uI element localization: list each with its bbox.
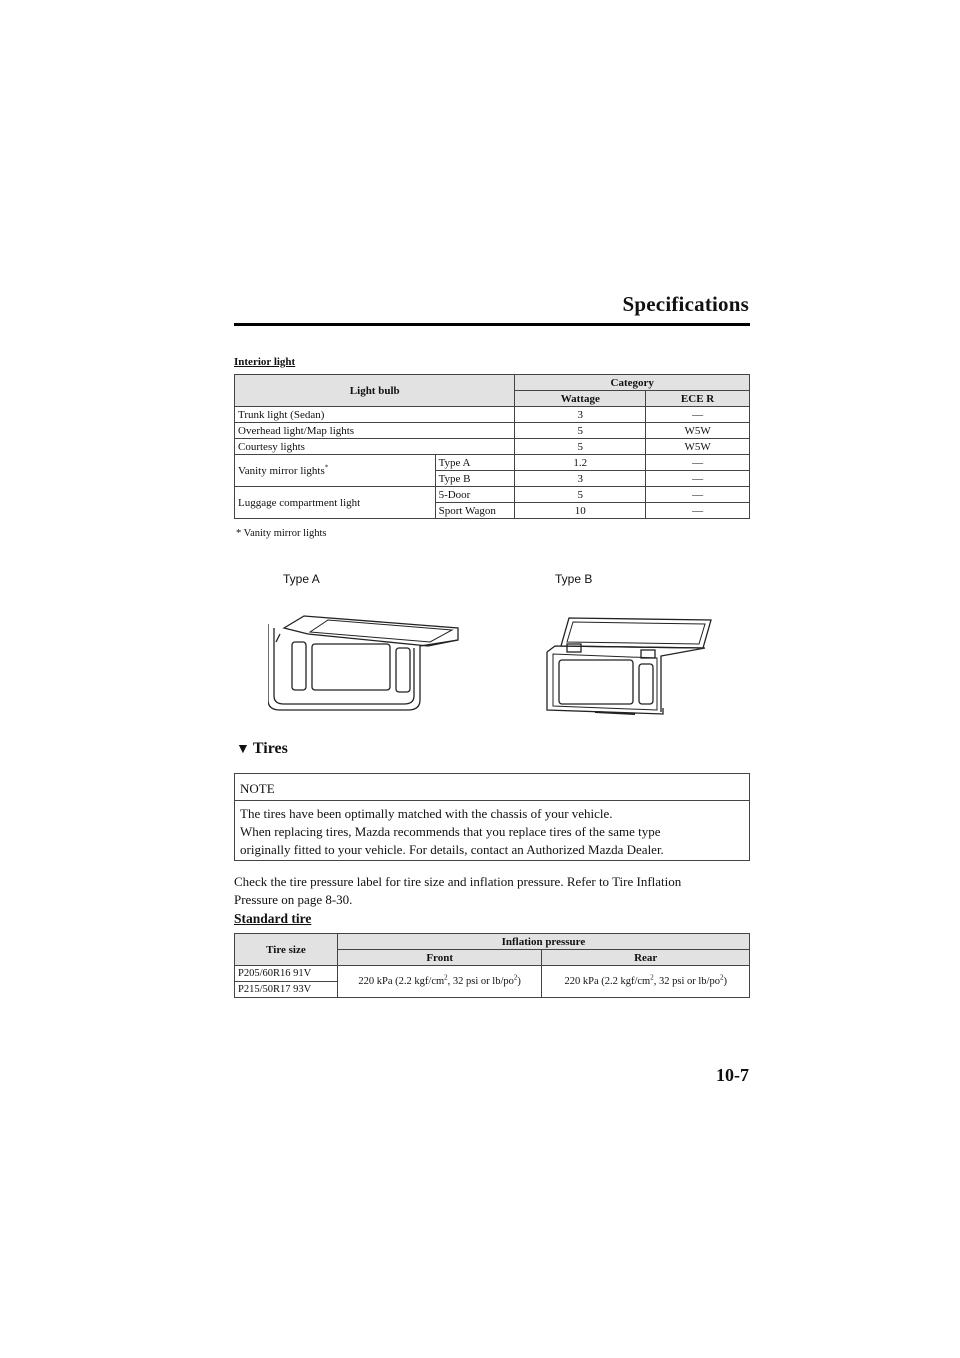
type-a-label: Type A: [283, 572, 320, 586]
pressure-exponent: 2: [444, 973, 448, 981]
col-tire-size: Tire size: [235, 934, 338, 966]
note-box: [234, 773, 750, 861]
bulb-wattage: 3: [515, 471, 646, 487]
standard-tire-heading: Standard tire: [234, 911, 312, 926]
bulb-wattage: 5: [515, 423, 646, 439]
vanity-name: Vanity mirror lights: [238, 464, 325, 477]
col-inflation-pressure: Inflation pressure: [337, 934, 749, 950]
tires-heading-text: Tires: [252, 740, 288, 757]
tires-heading: [236, 740, 288, 758]
tire-pressure-paragraph: [234, 873, 754, 909]
section-triangle-icon: ▼: [236, 742, 250, 757]
table-footnote: * Vanity mirror lights: [236, 528, 327, 539]
table-row: [235, 439, 750, 455]
pressure-text: 220 kPa (2.2 kgf/cm: [564, 975, 651, 987]
bulb-ece: —: [646, 455, 750, 471]
pressure-exponent: 2: [719, 973, 724, 981]
col-front: Front: [337, 950, 542, 966]
pressure-text: , 32 psi or lb/po: [653, 975, 720, 987]
pressure-exponent: 2: [513, 973, 518, 981]
tire-size: P215/50R17 93V: [235, 982, 338, 998]
pressure-text: 220 kPa (2.2 kgf/cm: [358, 975, 445, 987]
page-number: 10-7: [716, 1065, 749, 1085]
header-rule: [234, 323, 750, 326]
interior-light-heading: Interior light: [234, 356, 296, 368]
pressure-text: ): [517, 975, 521, 987]
bulb-wattage: 5: [515, 487, 646, 503]
bulb-ece: —: [646, 487, 750, 503]
tire-size: P205/60R16 91V: [235, 966, 338, 982]
bulb-ece: —: [646, 503, 750, 519]
bulb-name: Courtesy lights: [235, 439, 515, 455]
interior-light-table: [234, 374, 750, 519]
paragraph-line: Check the tire pressure label for tire size and inflation pressure. Refer to Tire Inflation: [234, 874, 682, 889]
bulb-ece: —: [646, 471, 750, 487]
vanity-mirror-type-a-illustration: [268, 612, 468, 716]
bulb-name: Overhead light/Map lights: [235, 423, 515, 439]
tire-pressure-table: [234, 933, 750, 998]
vanity-mirror-type-b-illustration: [545, 612, 720, 718]
note-text: [240, 805, 745, 859]
bulb-type: 5-Door: [435, 487, 515, 503]
bulb-ece: W5W: [646, 439, 750, 455]
bulb-type: Sport Wagon: [435, 503, 515, 519]
footnote-mark: *: [324, 462, 329, 471]
col-rear: Rear: [542, 950, 750, 966]
bulb-name: [235, 455, 436, 487]
bulb-name: Trunk light (Sedan): [235, 407, 515, 423]
col-wattage: Wattage: [515, 391, 646, 407]
pressure-text: ): [723, 975, 727, 987]
rear-pressure: [542, 966, 750, 998]
col-category: Category: [515, 375, 750, 391]
pressure-exponent: 2: [650, 973, 654, 981]
bulb-ece: W5W: [646, 423, 750, 439]
table-row: [235, 487, 750, 503]
type-b-label: Type B: [555, 572, 593, 586]
note-line: originally fitted to your vehicle. For details, contact an Authorized Mazda Dealer.: [240, 842, 664, 857]
bulb-type: Type A: [435, 455, 515, 471]
col-ece-r: ECE R: [646, 391, 750, 407]
bulb-name: Luggage compartment light: [235, 487, 436, 519]
col-light-bulb: Light bulb: [235, 375, 515, 407]
paragraph-line: Pressure on page 8-30.: [234, 892, 353, 907]
bulb-wattage: 3: [515, 407, 646, 423]
front-pressure: [337, 966, 542, 998]
note-title: NOTE: [235, 774, 749, 801]
bulb-wattage: 10: [515, 503, 646, 519]
table-row: [235, 455, 750, 471]
bulb-wattage: 1.2: [515, 455, 646, 471]
table-row: [235, 423, 750, 439]
page-section-title: Specifications: [622, 292, 749, 316]
bulb-wattage: 5: [515, 439, 646, 455]
bulb-ece: —: [646, 407, 750, 423]
bulb-type: Type B: [435, 471, 515, 487]
note-line: The tires have been optimally matched with the chassis of your vehicle.: [240, 806, 613, 821]
table-row: [235, 407, 750, 423]
table-row: [235, 966, 750, 982]
pressure-text: , 32 psi or lb/po: [447, 975, 514, 987]
note-line: When replacing tires, Mazda recommends that you replace tires of the same type: [240, 824, 661, 839]
